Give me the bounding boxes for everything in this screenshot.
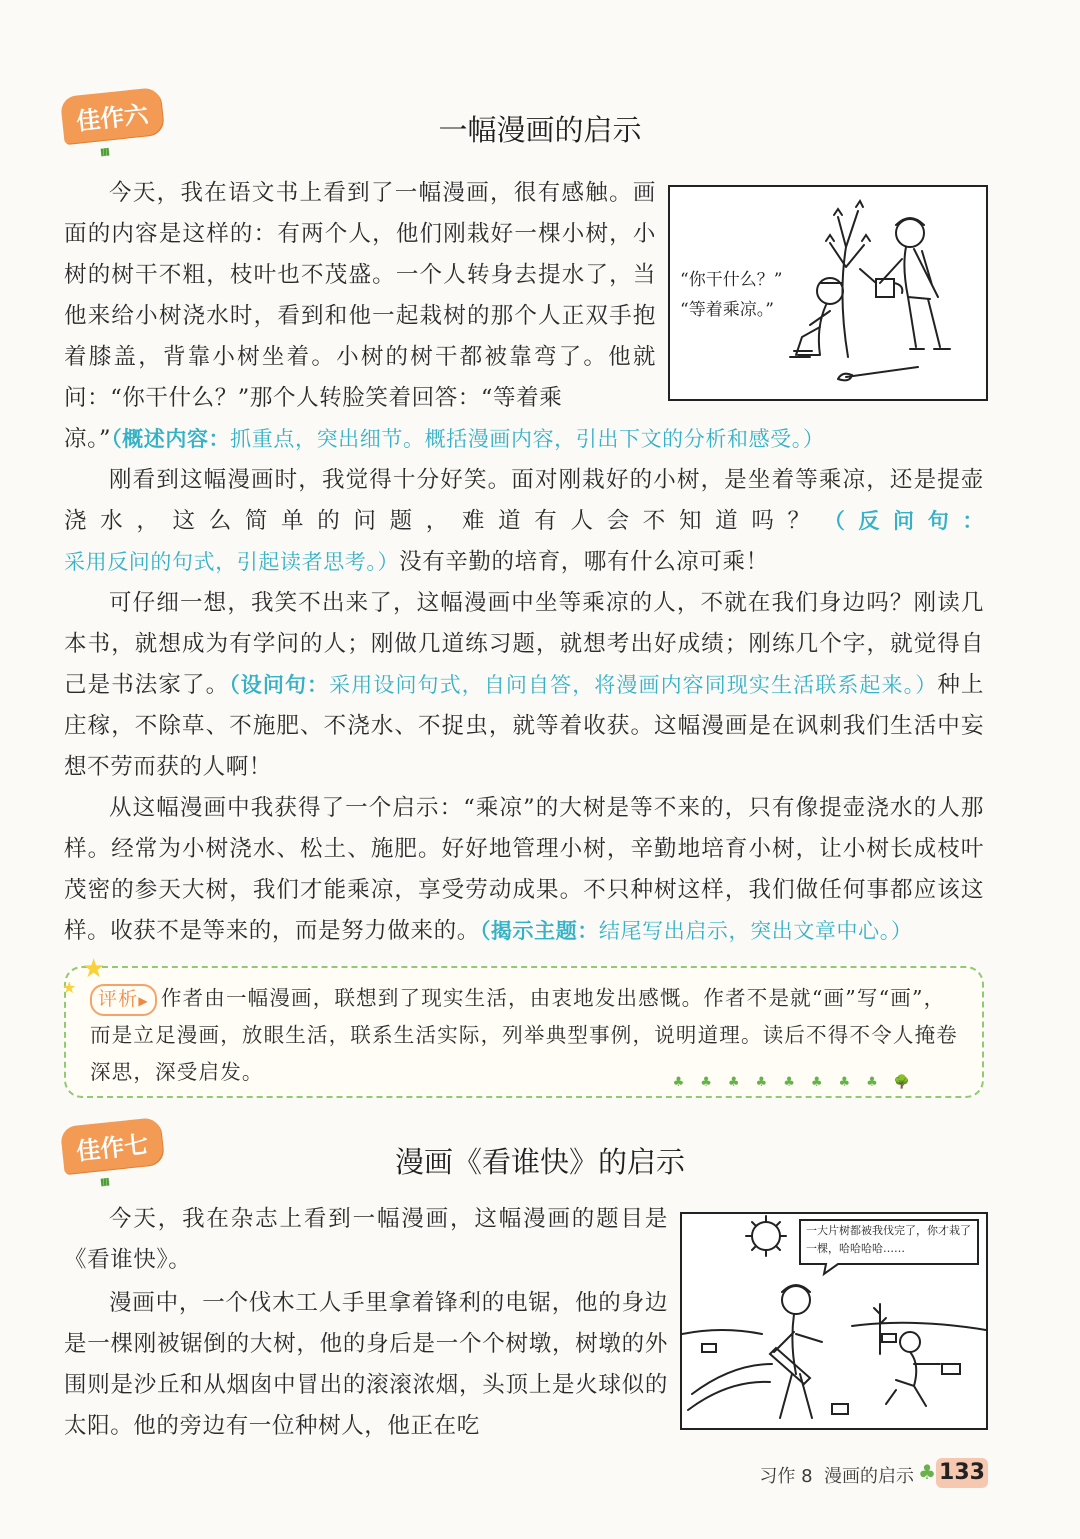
- essay6-comic: [668, 185, 988, 401]
- essay6-p2-text: 刚看到这幅漫画时，我觉得十分好笑。面对刚栽好的小树，是坐着等乘凉，还是提壶浇水，这么简单的问题，难道有人会不知道吗？: [64, 467, 984, 534]
- cactus-icon: ♣: [918, 1460, 936, 1484]
- page-footer: [759, 1462, 914, 1488]
- essay6-paragraph-1: [64, 173, 656, 419]
- annotation-theme-body: 结尾写出启示，突出文章中心。）: [598, 919, 913, 943]
- review-label: [90, 984, 157, 1016]
- sprouts-decoration-icon: ♣♣♣♣♣♣♣♣🌳: [672, 1075, 926, 1090]
- annotation-theme: [480, 919, 913, 943]
- grass-icon: ııı: [98, 1173, 109, 1191]
- annotation-summary: [111, 427, 824, 451]
- annotation-rhetorical-body: 采用反问的句式，引起读者思考。）: [64, 550, 400, 574]
- essay6-title: 一幅漫画的启示: [438, 113, 642, 147]
- annotation-question-head: （设问句：: [229, 673, 330, 697]
- essay6-p3-tail: 种上庄稼，不除草、不施肥、不浇水、不捉虫，就等着收获。这幅漫画是在讽刺我们生活中妄想不劳而获的人啊！: [64, 672, 985, 780]
- essay6-tag-label: 佳作六: [74, 100, 150, 136]
- comic-question: “你干什么？”: [680, 270, 783, 290]
- essay6-paragraph-1-tail: [64, 419, 984, 460]
- annotation-question-body: 采用设问句式，自问自答，将漫画内容同现实生活联系起来。）: [329, 673, 938, 697]
- essay6-p4-text: 从这幅漫画中我获得了一个启示：“乘凉”的大树是等不来的，只有像提壶浇水的人那样。经常为小树浇水、松土、施肥。好好地管理小树，辛勤地培育小树，让小树长成枝叶茂密的参天大树，我们才能乘凉，享受劳动成果。不只种树这样，我们做任何事都应该这样。收获不是等来的，而是努力做来的。: [64, 795, 984, 944]
- essay7-paragraph-2: [64, 1283, 668, 1447]
- essay6-p2-tail: 没有辛勤的培育，哪有什么凉可乘！: [399, 549, 769, 575]
- star-icon: ★: [82, 954, 106, 984]
- essay6-paragraph-4: [64, 788, 984, 952]
- annotation-theme-head: （揭示主题：: [479, 919, 599, 943]
- review-box: [64, 966, 984, 1098]
- grass-icon: ııı: [98, 143, 109, 161]
- essay7-paragraph-1: [64, 1199, 668, 1281]
- essay6-p1-tail: 凉。”: [64, 426, 112, 452]
- lumberjack-cartoon-illustration: [682, 1214, 986, 1428]
- page-number: 133: [936, 1458, 988, 1488]
- essay7-title: 漫画《看谁快》的启示: [394, 1145, 685, 1179]
- annotation-summary-body: 抓重点，突出细节。概括漫画内容，引出下文的分析和感受。）: [230, 427, 825, 451]
- comic-answer: “等着乘凉。”: [680, 300, 774, 320]
- review-text: 作者由一幅漫画，联想到了现实生活，由衷地发出感慨。作者不是就“画”写“画”，而是立足漫画，放眼生活，联系生活实际，列举典型事例，说明道理。读后不得不令人掩卷深思，深受启发。: [90, 986, 958, 1084]
- essay6-p1-text: 今天，我在语文书上看到了一幅漫画，很有感触。画面的内容是这样的：有两个人，他们刚栽好一棵小树，小树的树干不粗，枝叶也不茂盛。一个人转身去提水了，当他来给小树浇水时，看到和他一起栽树的那个人正双手抱着膝盖，背靠小树坐着。小树的树干都被靠弯了。他就问：“你干什么？”那个人转脸笑着回答：“等着乘: [64, 180, 656, 411]
- review-label-text: 评析: [98, 988, 139, 1010]
- triangle-right-icon: ▶: [138, 994, 149, 1008]
- star-small-icon: ★: [62, 978, 77, 997]
- annotation-summary-head: （概述内容：: [111, 427, 231, 451]
- tree-cartoon-illustration: [670, 187, 986, 399]
- essay7-p2-text: 漫画中，一个伐木工人手里拿着锋利的电锯，他的身边是一棵刚被锯倒的大树，他的身后是一个个树墩，树墩的外围则是沙丘和从烟囱中冒出的滚滚浓烟，头顶上是火球似的太阳。他的旁边有一位种树人，他正在吃: [64, 1290, 668, 1439]
- essay6-paragraph-3: [64, 583, 984, 788]
- comic-speech-bubble: 一大片树都被我伐完了，你才栽了一棵，哈哈哈哈……: [806, 1224, 971, 1255]
- essay7-comic: [680, 1212, 988, 1430]
- footer-chapter: 习作 8: [759, 1466, 813, 1487]
- essay6-paragraph-2: [64, 460, 984, 583]
- annotation-question: [229, 673, 937, 697]
- essay6-p3-text: 可仔细一想，我笑不出来了，这幅漫画中坐等乘凉的人，不就在我们身边吗？刚读几本书，就想成为有学问的人；刚做几道练习题，就想考出好成绩；刚练几个字，就觉得自己是书法家了。: [64, 590, 984, 698]
- footer-section: 漫画的启示: [824, 1466, 914, 1487]
- essay7-p1-text: 今天，我在杂志上看到一幅漫画，这幅漫画的题目是《看谁快》。: [64, 1206, 668, 1273]
- essay7-tag-label: 佳作七: [74, 1130, 150, 1166]
- annotation-rhetorical-head: （反问句：: [823, 509, 985, 533]
